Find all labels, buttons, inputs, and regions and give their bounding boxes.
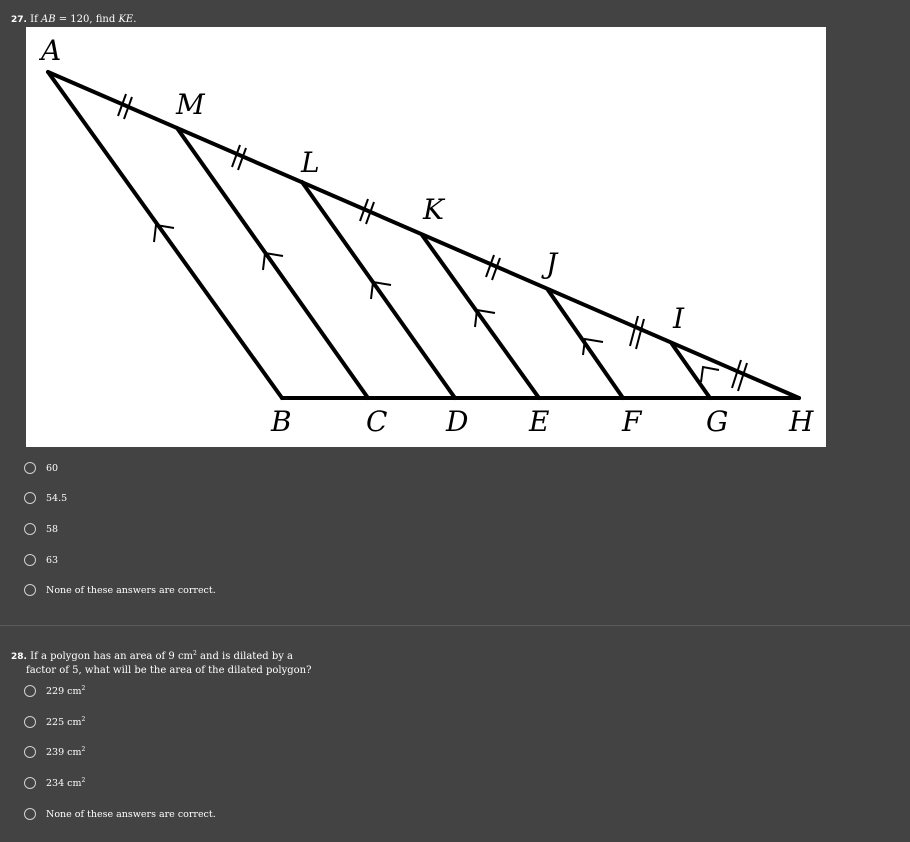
parallel-arrow-marks bbox=[154, 225, 719, 382]
q28-option-3[interactable]: 239 $cm^2$ bbox=[24, 744, 85, 760]
triangle-diagram bbox=[26, 27, 826, 447]
q28-option-1[interactable]: 229 $cm^2$ bbox=[24, 683, 85, 699]
label-M: M bbox=[176, 88, 205, 121]
label-F: F bbox=[622, 405, 642, 438]
q27-figure bbox=[26, 27, 826, 447]
label-E: E bbox=[529, 405, 550, 438]
label-K: K bbox=[423, 193, 444, 226]
label-C: C bbox=[366, 405, 388, 438]
q27-prompt: 27. If AB = 120, find KE. bbox=[11, 14, 137, 25]
q27-option-1[interactable]: 60 bbox=[24, 460, 58, 476]
q27-option-3[interactable]: 58 bbox=[24, 521, 58, 537]
label-I: I bbox=[673, 302, 685, 335]
question-divider bbox=[0, 625, 910, 626]
radio-button[interactable] bbox=[24, 523, 36, 535]
q28-option-2[interactable]: 225 $cm^2$ bbox=[24, 714, 85, 730]
radio-button[interactable] bbox=[24, 808, 36, 820]
label-A: A bbox=[41, 34, 62, 67]
radio-button[interactable] bbox=[24, 777, 36, 789]
label-J: J bbox=[546, 247, 558, 280]
q27-number: 27. bbox=[11, 15, 27, 25]
congruence-tick-marks bbox=[118, 94, 747, 391]
q27-option-5[interactable]: None of these answers are correct. bbox=[24, 582, 216, 598]
q27-option-4[interactable]: 63 bbox=[24, 552, 58, 568]
label-L: L bbox=[301, 146, 320, 179]
label-H: H bbox=[789, 405, 814, 438]
radio-button[interactable] bbox=[24, 716, 36, 728]
label-D: D bbox=[446, 405, 469, 438]
q28-prompt: 28. If a polygon has an area of 9 $cm^2$ and is dilated by a factor of 5, what will be the area of the dilated polygon? bbox=[11, 650, 312, 676]
label-G: G bbox=[706, 405, 729, 438]
radio-button[interactable] bbox=[24, 746, 36, 758]
radio-button[interactable] bbox=[24, 584, 36, 596]
q28-option-5[interactable]: None of these answers are correct. bbox=[24, 806, 216, 822]
radio-button[interactable] bbox=[24, 492, 36, 504]
radio-button[interactable] bbox=[24, 462, 36, 474]
radio-button[interactable] bbox=[24, 685, 36, 697]
q27-option-2[interactable]: 54.5 bbox=[24, 490, 67, 506]
q28-number: 28. bbox=[11, 652, 27, 662]
label-B: B bbox=[271, 405, 292, 438]
radio-button[interactable] bbox=[24, 554, 36, 566]
q28-option-4[interactable]: 234 $cm^2$ bbox=[24, 775, 85, 791]
